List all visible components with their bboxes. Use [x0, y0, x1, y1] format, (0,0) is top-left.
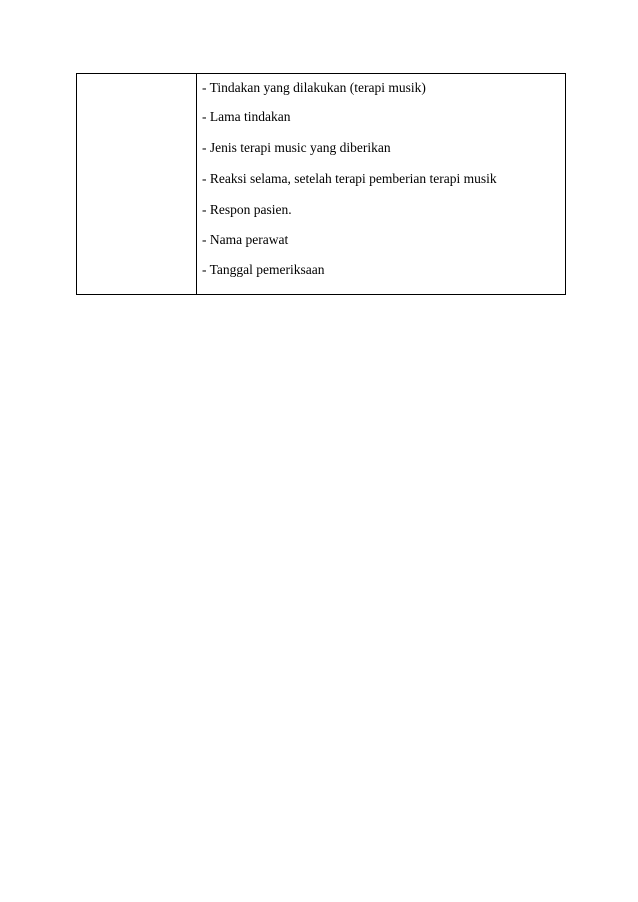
list-item-tanggal: - Tanggal pemeriksaan: [202, 262, 325, 277]
list-item-reaksi: - Reaksi selama, setelah terapi pemberian terapi musik: [202, 171, 497, 186]
list-item-tindakan: - Tindakan yang dilakukan (terapi musik): [202, 80, 426, 95]
list-item-respon: - Respon pasien.: [202, 202, 292, 217]
table-cell-right: [197, 74, 565, 294]
document-table: [76, 73, 566, 295]
list-item-lama: - Lama tindakan: [202, 109, 291, 124]
table-cell-left: [77, 74, 197, 294]
list-item-jenis: - Jenis terapi music yang diberikan: [202, 140, 391, 155]
list-item-perawat: - Nama perawat: [202, 232, 289, 247]
